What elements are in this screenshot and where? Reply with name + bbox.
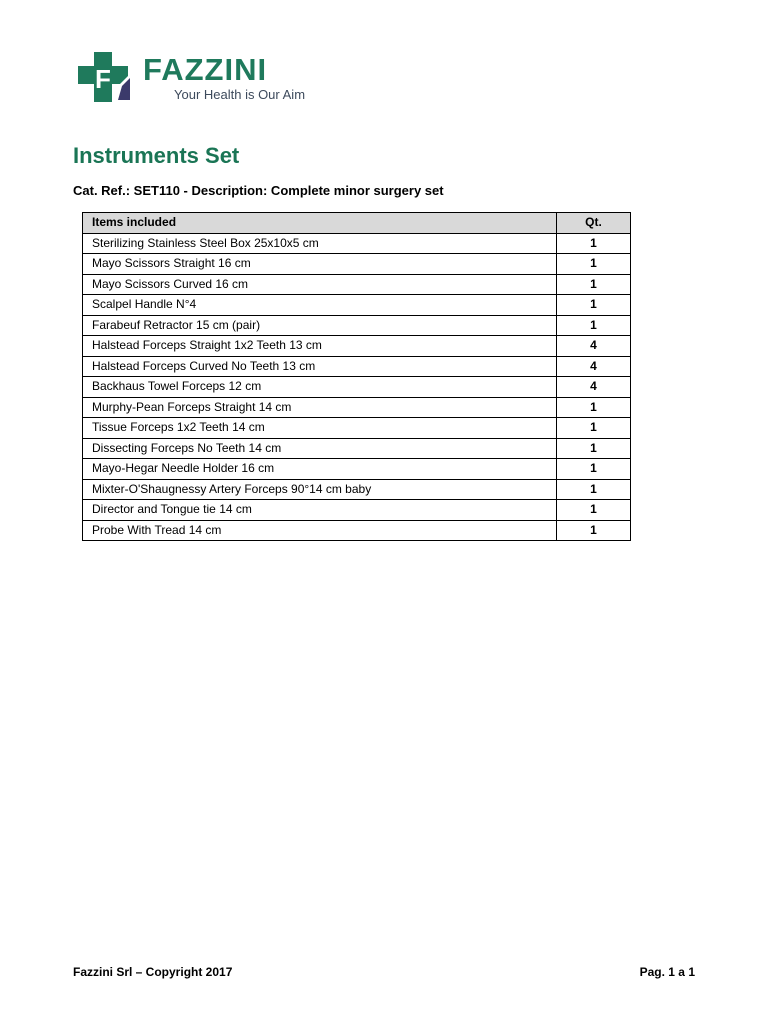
item-qty-cell: 1 — [557, 233, 631, 254]
item-name-cell: Halstead Forceps Curved No Teeth 13 cm — [83, 356, 557, 377]
logo-cross-icon — [78, 52, 138, 104]
table-row — [83, 500, 631, 521]
table-row — [83, 377, 631, 398]
item-qty-cell: 4 — [557, 336, 631, 357]
item-qty-cell: 1 — [557, 315, 631, 336]
column-header-items: Items included — [83, 213, 557, 234]
item-name-cell: Halstead Forceps Straight 1x2 Teeth 13 cm — [83, 336, 557, 357]
brand-name: FAZZINI — [143, 52, 268, 87]
table-body — [83, 233, 631, 541]
table-row — [83, 356, 631, 377]
catalog-reference: Cat. Ref.: SET110 - Description: Complete minor surgery set — [73, 183, 444, 198]
item-name-cell: Mayo-Hegar Needle Holder 16 cm — [83, 459, 557, 480]
item-qty-cell: 4 — [557, 377, 631, 398]
table-row — [83, 459, 631, 480]
footer-copyright: Fazzini Srl – Copyright 2017 — [73, 965, 233, 979]
item-name-cell: Dissecting Forceps No Teeth 14 cm — [83, 438, 557, 459]
table-row — [83, 295, 631, 316]
brand-tagline: Your Health is Our Aim — [174, 87, 306, 102]
table-row — [83, 274, 631, 295]
table-row — [83, 397, 631, 418]
item-qty-cell: 1 — [557, 418, 631, 439]
item-name-cell: Probe With Tread 14 cm — [83, 520, 557, 541]
item-qty-cell: 4 — [557, 356, 631, 377]
table-row — [83, 520, 631, 541]
table-row — [83, 438, 631, 459]
table-row — [83, 233, 631, 254]
table-row — [83, 254, 631, 275]
column-header-qty: Qt. — [557, 213, 631, 234]
logo-letter: F — [95, 64, 111, 94]
item-qty-cell: 1 — [557, 254, 631, 275]
item-qty-cell: 1 — [557, 479, 631, 500]
item-name-cell: Mayo Scissors Curved 16 cm — [83, 274, 557, 295]
page-title: Instruments Set — [73, 143, 240, 168]
item-name-cell: Backhaus Towel Forceps 12 cm — [83, 377, 557, 398]
item-name-cell: Scalpel Handle N°4 — [83, 295, 557, 316]
item-name-cell: Farabeuf Retractor 15 cm (pair) — [83, 315, 557, 336]
item-qty-cell: 1 — [557, 459, 631, 480]
item-name-cell: Mixter-O'Shaugnessy Artery Forceps 90°14 cm baby — [83, 479, 557, 500]
item-qty-cell: 1 — [557, 520, 631, 541]
item-name-cell: Sterilizing Stainless Steel Box 25x10x5 cm — [83, 233, 557, 254]
table-row — [83, 336, 631, 357]
table-row — [83, 418, 631, 439]
item-name-cell: Tissue Forceps 1x2 Teeth 14 cm — [83, 418, 557, 439]
item-qty-cell: 1 — [557, 438, 631, 459]
item-qty-cell: 1 — [557, 397, 631, 418]
table-row — [83, 315, 631, 336]
item-name-cell: Director and Tongue tie 14 cm — [83, 500, 557, 521]
table-header-row — [83, 213, 631, 234]
item-name-cell: Mayo Scissors Straight 16 cm — [83, 254, 557, 275]
item-qty-cell: 1 — [557, 500, 631, 521]
table-row — [83, 479, 631, 500]
item-qty-cell: 1 — [557, 295, 631, 316]
footer-page-number: Pag. 1 a 1 — [639, 965, 695, 979]
instruments-table — [82, 212, 631, 541]
item-name-cell: Murphy-Pean Forceps Straight 14 cm — [83, 397, 557, 418]
item-qty-cell: 1 — [557, 274, 631, 295]
